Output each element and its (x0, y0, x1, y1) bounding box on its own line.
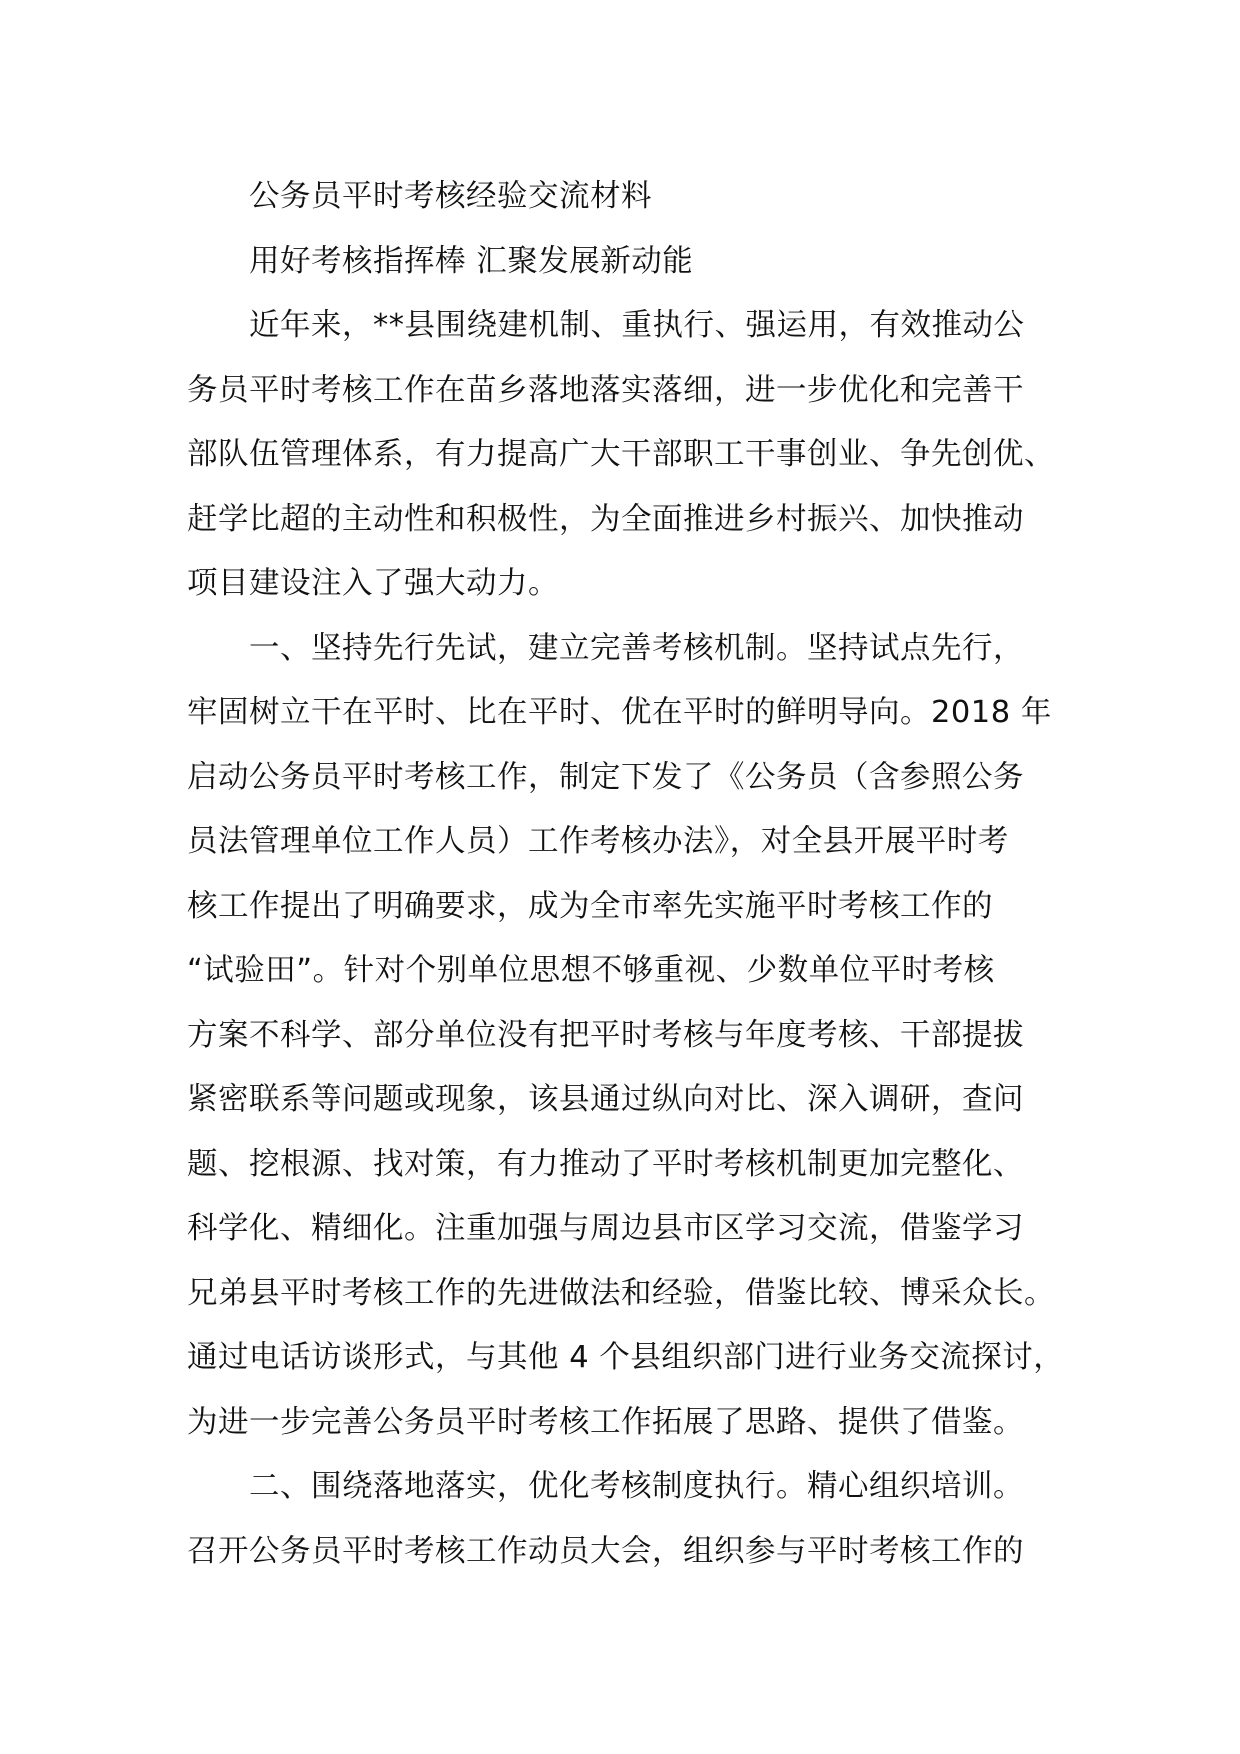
paragraph-line: 通过电话访谈形式，与其他 4 个县组织部门进行业务交流探讨， (187, 1340, 1065, 1375)
paragraph-line: 部队伍管理体系，有力提高广大干部职工干事创业、争先创优、 (187, 437, 1055, 472)
document-subtitle: 用好考核指挥棒 汇聚发展新动能 (249, 243, 694, 279)
paragraph-line: 方案不科学、部分单位没有把平时考核与年度考核、干部提拔 (187, 1017, 1024, 1053)
paragraph-line: 为进一步完善公务员平时考核工作拓展了思路、提供了借鉴。 (187, 1404, 1024, 1440)
paragraph-line: 务员平时考核工作在苗乡落地落实落细，进一步优化和完善干 (187, 372, 1024, 408)
paragraph-line: 兄弟县平时考核工作的先进做法和经验，借鉴比较、博采众长。 (187, 1275, 1055, 1311)
paragraph-line: 员法管理单位工作人员）工作考核办法》，对全县开展平时考 (187, 824, 1009, 859)
paragraph-line: 赶学比超的主动性和积极性，为全面推进乡村振兴、加快推动 (187, 501, 1024, 537)
paragraph-line: 启动公务员平时考核工作，制定下发了《公务员（含参照公务 (187, 759, 1024, 795)
paragraph-line: 题、挖根源、找对策，有力推动了平时考核机制更加完整化、 (187, 1146, 1024, 1182)
paragraph-line: 项目建设注入了强大动力。 (187, 566, 559, 601)
paragraph-line: 召开公务员平时考核工作动员大会，组织参与平时考核工作的 (187, 1533, 1024, 1569)
paragraph-line: 一、坚持先行先试，建立完善考核机制。坚持试点先行， (249, 630, 1024, 666)
paragraph-line: 核工作提出了明确要求，成为全市率先实施平时考核工作的 (187, 888, 993, 924)
paragraph-line: 科学化、精细化。注重加强与周边县市区学习交流，借鉴学习 (187, 1211, 1024, 1246)
paragraph-line: 近年来，**县围绕建机制、重执行、强运用，有效推动公 (249, 308, 1025, 343)
document-title: 公务员平时考核经验交流材料 (249, 179, 652, 214)
document-body (187, 165, 1077, 1584)
paragraph-line: “试验田”。针对个别单位思想不够重视、少数单位平时考核 (187, 953, 995, 988)
paragraph-line: 紧密联系等问题或现象，该县通过纵向对比、深入调研，查问 (187, 1082, 1024, 1117)
paragraph-line: 牢固树立干在平时、比在平时、优在平时的鲜明导向。2018 年 (187, 695, 1052, 730)
paragraph-line: 二、围绕落地落实，优化考核制度执行。精心组织培训。 (249, 1469, 1024, 1504)
